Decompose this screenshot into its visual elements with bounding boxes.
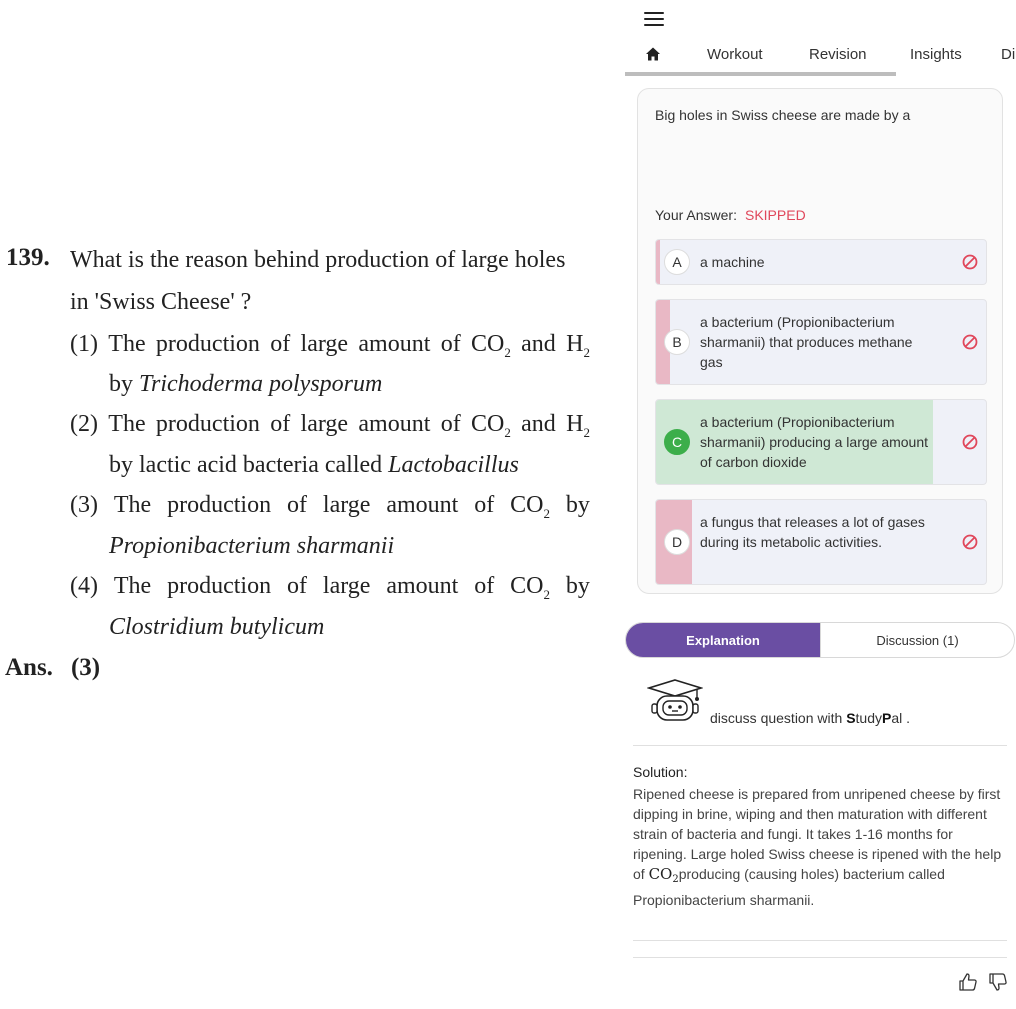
word: large [322, 573, 371, 599]
question-text-line2: in 'Swiss Cheese' ? [70, 289, 252, 315]
word: of [270, 411, 291, 437]
word: and [521, 331, 556, 357]
word: and [521, 411, 556, 437]
word: of [474, 492, 495, 518]
explanation-tab[interactable]: Explanation [626, 623, 820, 657]
option-3-number: (3) [70, 492, 98, 518]
home-icon[interactable] [645, 46, 661, 62]
option-4-number: (4) [70, 573, 98, 599]
your-answer-label: Your Answer: [655, 207, 737, 223]
word: of [440, 411, 461, 437]
word: amount [386, 573, 459, 599]
tab-insights[interactable]: Insights [910, 46, 962, 63]
word: The [113, 492, 152, 518]
word: amount [386, 492, 459, 518]
word: by [565, 573, 590, 599]
word: of [440, 331, 461, 357]
word: The [108, 411, 146, 437]
divider [633, 940, 1007, 941]
option-2-line2: by lactic acid bacteria called Lactobacillus [109, 452, 519, 478]
thumbs-down-icon[interactable] [988, 972, 1008, 992]
option-letter: C [664, 429, 690, 455]
question-text-line1: What is the reason behind production of large holes [70, 247, 566, 273]
option-text: a bacterium (Propionibacterium sharmanii) producing a large amount of carbon dioxide [700, 414, 929, 470]
option-text: a machine [700, 254, 765, 270]
option-indicator-bar [656, 240, 660, 284]
word: of [287, 492, 307, 518]
blocked-icon [962, 434, 978, 450]
question-number: 139. [6, 244, 50, 271]
answer-option-c[interactable] [655, 399, 987, 485]
co2-formula: $CO_2$ [471, 411, 511, 440]
word: large [300, 331, 349, 357]
solution-title: Solution: [633, 764, 688, 780]
question-card [637, 88, 1003, 594]
tab-workout[interactable]: Workout [707, 46, 763, 63]
answer-label: Ans. [5, 654, 53, 681]
word: production [155, 411, 260, 437]
answer [5, 654, 100, 682]
answer-option-d[interactable] [655, 499, 987, 585]
word: amount [358, 331, 431, 357]
option-2-line1 [70, 409, 590, 448]
robot-graduate-icon [647, 678, 703, 724]
option-3-line2: Propionibacterium sharmanii [109, 533, 395, 559]
option-letter: D [664, 529, 690, 555]
h2-formula: $H_2$ [566, 411, 590, 440]
option-1-number: (1) [70, 331, 98, 357]
discussion-tab[interactable]: Discussion (1) [820, 623, 1014, 657]
hamburger-menu-icon[interactable] [644, 12, 664, 28]
thumbs-up-icon[interactable] [958, 972, 978, 992]
co2-formula: $CO_2$ [510, 492, 550, 521]
card-question-text: Big holes in Swiss cheese are made by a [655, 107, 911, 123]
word: production [167, 492, 272, 518]
blocked-icon [962, 534, 978, 550]
divider [633, 957, 1007, 958]
word: production [155, 331, 260, 357]
blocked-icon [962, 334, 978, 350]
answer-option-b[interactable] [655, 299, 987, 385]
option-1-line2: by Trichoderma polysporum [109, 371, 383, 397]
answer-value: (3) [70, 654, 101, 681]
divider [633, 745, 1007, 746]
tab-underline [625, 72, 896, 76]
discuss-with-studypal-link[interactable]: discuss question with StudyPal . [710, 710, 911, 726]
option-text: a fungus that releases a lot of gases during its metabolic activities. [700, 514, 925, 550]
co2-formula: $CO_2$ [648, 865, 679, 885]
co2-formula: $CO_2$ [510, 573, 550, 602]
tab-bar [625, 38, 1016, 76]
option-3-line1 [70, 490, 590, 529]
tab-discussion-truncated[interactable]: Di [1001, 46, 1016, 63]
word: large [322, 492, 371, 518]
option-4-line2: Clostridium butylicum [109, 614, 325, 640]
your-answer [655, 207, 806, 223]
app-panel [625, 0, 1016, 1009]
word: production [167, 573, 272, 599]
option-4-line1 [70, 571, 590, 610]
blocked-icon [962, 254, 978, 270]
tab-revision[interactable]: Revision [809, 46, 867, 63]
solution-body: Ripened cheese is prepared from unripened cheese by first dipping in brine, wiping and then maturation with different strain of bacteria and fungi. It takes 1-16 months for ripening. Large holed Swiss cheese is ripened with the help of $CO_2producing$ (causing holes) bacterium called Propionibacterium sharmanii. [633, 786, 1002, 908]
word: of [270, 331, 291, 357]
word: amount [358, 411, 431, 437]
option-text: a bacterium (Propionibacterium sharmanii) that produces methane gas [700, 314, 913, 370]
option-letter: A [664, 249, 690, 275]
word: The [113, 573, 152, 599]
word: of [474, 573, 495, 599]
h2-formula: $H_2$ [566, 331, 590, 360]
option-letter: B [664, 329, 690, 355]
word: of [287, 573, 307, 599]
your-answer-status: SKIPPED [744, 207, 806, 223]
explanation-discussion-toggle [625, 622, 1015, 658]
answer-option-a[interactable] [655, 239, 987, 285]
word: large [300, 411, 349, 437]
option-2-number: (2) [70, 411, 98, 437]
word: The [108, 331, 146, 357]
option-1-line1 [70, 329, 590, 368]
co2-formula: $CO_2$ [471, 331, 511, 360]
word: by [565, 492, 590, 518]
